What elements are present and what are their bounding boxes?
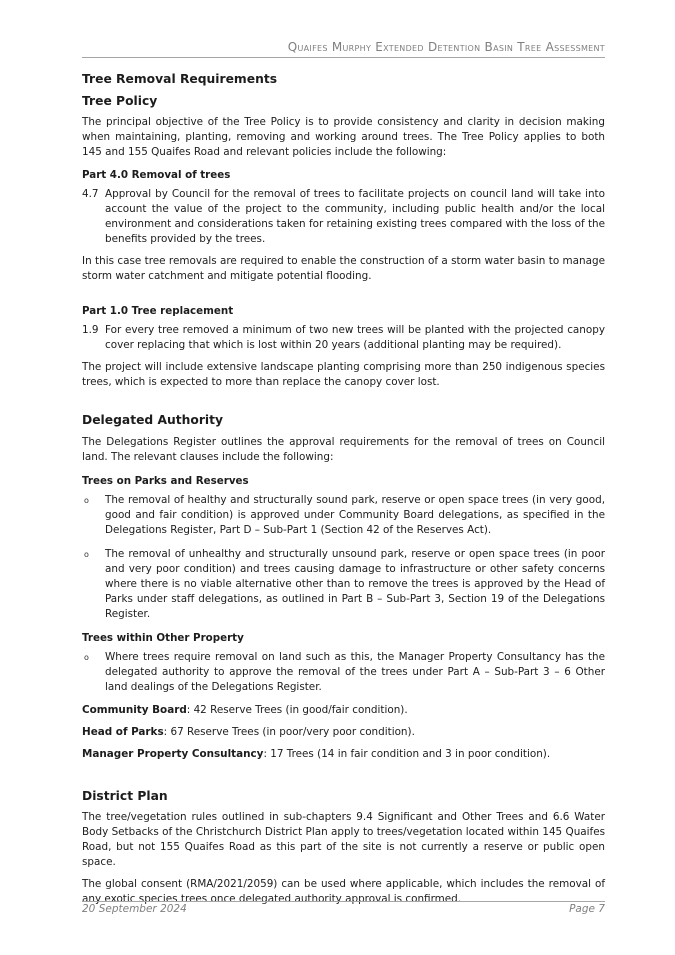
footer-date: 20 September 2024 (82, 903, 187, 915)
heading-trees-within-other-property: Trees within Other Property (82, 632, 244, 644)
district-plan-para-1: The tree/vegetation rules outlined in sub-chapters 9.4 Significant and Other Trees and 6.6 Water Body Setbacks of the Christchurch District Plan apply to trees/vegetation located within 145 Quaifes Road, but not 155 Quaifes Road as this part of the site is not currently a reserve or public open space. (82, 811, 605, 868)
policy-item-text: For every tree removed a minimum of two new trees will be planted with the projected canopy cover replacing that which is lost within 20 years (additional planting may be required). (105, 324, 605, 351)
summary-manager-property-consultancy (82, 747, 605, 762)
policy-item-4-7 (82, 187, 605, 247)
footer-page-number: Page 7 (569, 903, 605, 915)
bullet-marker: o (84, 496, 89, 505)
heading-part-4-removal-of-trees: Part 4.0 Removal of trees (82, 169, 231, 181)
summary-head-of-parks (82, 725, 605, 740)
removal-note: In this case tree removals are required to enable the construction of a storm water basin to manage storm water catchment and mitigate potential flooding. (82, 255, 605, 282)
bullet-text: The removal of unhealthy and structurally unsound park, reserve or open space trees (in poor and very poor condition) and trees causing damage to infrastructure or other safety concerns where there is no viable alternative other than to remove the trees is approved by the Head of Parks under staff delegations, as outlined in Part B – Sub-Part 3, Section 19 of the Delegations Register. (105, 548, 605, 620)
policy-item-number: 4.7 (82, 188, 99, 200)
bullet-text: The removal of healthy and structurally sound park, reserve or open space trees (in very good, good and fair condition) is approved under Community Board delegations, as specified in the Delegations Register, Part D – Sub-Part 1 (Section 42 of the Reserves Act). (105, 494, 605, 536)
summary-community-board (82, 703, 605, 718)
tree-policy-intro: The principal objective of the Tree Policy is to provide consistency and clarity in decision making when maintaining, planting, removing and working around trees. The Tree Policy applies to both 145 and 155 Quaifes Road and relevant policies include the following: (82, 116, 605, 158)
summary-text: : 67 Reserve Trees (in poor/very poor condition). (163, 726, 415, 738)
other-property-bullet-item (82, 650, 605, 695)
heading-district-plan: District Plan (82, 789, 168, 803)
bullet-text: Where trees require removal on land such as this, the Manager Property Consultancy has the delegated authority to approve the removal of the trees under Part A – Sub-Part 3 – 6 Other land dealings of the Delegations Register. (105, 651, 605, 693)
summary-text: : 42 Reserve Trees (in good/fair condition). (186, 704, 408, 716)
policy-item-number: 1.9 (82, 324, 99, 336)
bullet-marker: o (84, 653, 89, 662)
planting-note: The project will include extensive landscape planting comprising more than 250 indigenous species trees, which is expected to more than replace the canopy cover lost. (82, 361, 605, 388)
header-divider (82, 57, 605, 58)
summary-label: Head of Parks (82, 726, 164, 738)
policy-item-1-9 (82, 323, 605, 353)
heading-delegated-authority: Delegated Authority (82, 413, 224, 427)
district-plan-para-2: The global consent (RMA/2021/2059) can be used where applicable, which includes the removal of any exotic species trees once delegated authority approval is confirmed. (82, 878, 605, 905)
page-header-title: Quaifes Murphy Extended Detention Basin Tree Assessment (287, 40, 605, 54)
page-content (82, 70, 605, 907)
bullet-marker: o (84, 550, 89, 559)
summary-text: : 17 Trees (14 in fair condition and 3 in poor condition). (263, 748, 551, 760)
delegated-authority-intro: The Delegations Register outlines the approval requirements for the removal of trees on Council land. The relevant clauses include the following: (82, 436, 605, 463)
policy-item-text: Approval by Council for the removal of trees to facilitate projects on council land will take into account the value of the project to the community, including public health and/or the local environment and considerations taken for retaining existing trees compared with the loss of the benefits provided by the trees. (105, 188, 605, 245)
footer-divider (82, 901, 605, 902)
summary-label: Community Board (82, 704, 187, 716)
heading-part-1-tree-replacement: Part 1.0 Tree replacement (82, 305, 234, 317)
heading-tree-removal-requirements: Tree Removal Requirements (82, 72, 278, 86)
parks-bullet-item (82, 493, 605, 538)
parks-bullet-item (82, 547, 605, 622)
heading-trees-on-parks-and-reserves: Trees on Parks and Reserves (82, 475, 249, 487)
heading-tree-policy: Tree Policy (82, 94, 158, 108)
summary-label: Manager Property Consultancy (82, 748, 264, 760)
